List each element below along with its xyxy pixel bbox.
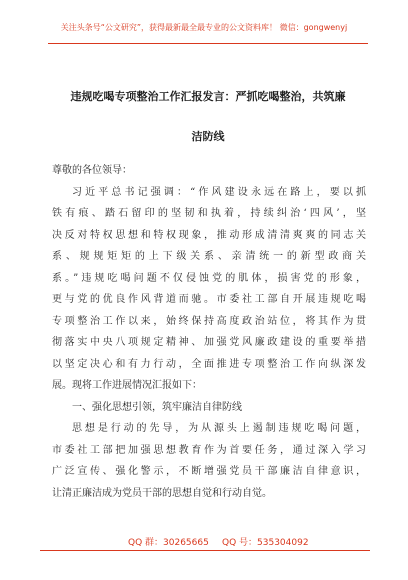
body-line: 广泛宣传、强化警示，不断增强党员干部廉洁自律意识， bbox=[52, 466, 366, 477]
document-title-line-1: 违规吃喝专项整治工作汇报发言：严抓吃喝整治，共筑廉 bbox=[70, 90, 346, 103]
salutation: 尊敬的各位领导： bbox=[52, 165, 132, 176]
body-line: 决反对特权思想和特权现象，推动形成清清爽爽的同志关 bbox=[52, 229, 366, 241]
body-line: 以坚定决心和有力行动，全面推进专项整治工作向纵深发 bbox=[52, 358, 366, 370]
document-title-line-2: 洁防线 bbox=[191, 130, 225, 143]
body-line: 思想是行动的先导，为从源头上遏制违规吃喝问题， bbox=[72, 423, 366, 434]
footer-divider bbox=[40, 550, 370, 551]
body-line: 让清正廉洁成为党员干部的思想自觉和行动自觉。 bbox=[52, 487, 272, 499]
body-line: 系、规规矩矩的上下级关系、亲清统一的新型政商关 bbox=[52, 251, 366, 262]
body-line: 市委社工部把加强思想教育作为首要任务，通过深入学习 bbox=[52, 444, 366, 456]
body-line: 系。”违规吃喝问题不仅侵蚀党的肌体，损害党的形象， bbox=[52, 272, 366, 284]
section-heading: 一、强化思想引领，筑牢廉洁自律防线 bbox=[72, 401, 242, 413]
footer-qq-group: QQ 群：30265665 bbox=[128, 538, 209, 548]
body-line: 更与党的优良作风背道而驰。市委社工部自开展违规吃喝 bbox=[52, 294, 366, 305]
document-body bbox=[52, 160, 366, 504]
body-line: 彻落实中央八项规定精神、加强党风廉政建设的重要举措 bbox=[52, 337, 366, 348]
footer bbox=[0, 535, 408, 549]
footer-qq-number: QQ 号：535304092 bbox=[222, 538, 309, 548]
body-line: 铁有痕、踏石留印的坚韧和执着，持续纠治‘四风’，坚 bbox=[52, 208, 366, 219]
header-banner: 关注头条号“公文研究”，获得最新最全最专业的公文资料库！ 微信：gongwenyj bbox=[60, 23, 348, 32]
body-line: 展。现将工作进展情况汇报如下： bbox=[52, 380, 202, 391]
body-line: 习近平总书记强调：“作风建设永远在路上，要以抓 bbox=[72, 186, 366, 198]
body-line: 专项整治工作以来，始终保持高度政治站位，将其作为贯 bbox=[52, 315, 366, 327]
header-divider bbox=[48, 43, 368, 44]
